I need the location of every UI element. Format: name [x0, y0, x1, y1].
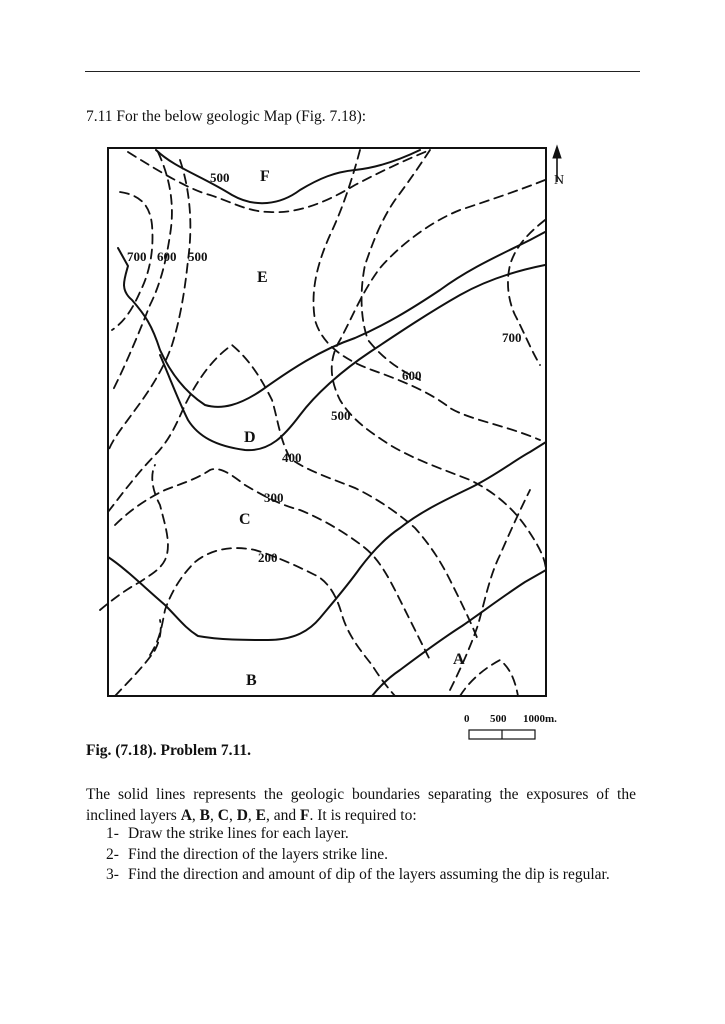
boundary-F-E: [156, 150, 420, 203]
boundary-C-B: [108, 442, 546, 640]
task-number: 3-: [106, 866, 119, 883]
task-item: [106, 845, 626, 866]
contour-label-500-west: 500: [188, 249, 208, 264]
scale-label-500: 500: [490, 713, 507, 725]
contour-label-300: 300: [264, 490, 284, 505]
layer-ref-F: F: [300, 807, 310, 824]
contour-label-700-east: 700: [502, 330, 522, 345]
separator: ,: [247, 807, 256, 824]
scale-bar: [469, 730, 535, 739]
task-item: [106, 824, 626, 845]
task-number: 2-: [106, 845, 119, 863]
contour-600-north-arc: [362, 150, 430, 380]
layer-label-B: B: [246, 672, 257, 689]
layer-ref-D: D: [236, 807, 248, 824]
contour-label-600-west: 600: [157, 249, 177, 264]
description-paragraph: [86, 784, 636, 826]
contour-label-600: 600: [402, 368, 422, 383]
layer-label-A: A: [453, 651, 465, 668]
layer-ref-C: C: [217, 807, 229, 824]
task-text: Draw the strike lines for each layer.: [128, 825, 349, 842]
contour-500-center: [332, 180, 546, 572]
contour-A-south: [460, 660, 518, 696]
contour-400: [108, 345, 478, 640]
scale-label-1000: 1000m.: [523, 713, 557, 725]
contour-label-200: 200: [258, 550, 278, 565]
contour-label-400: 400: [282, 450, 302, 465]
contour-west-low: [100, 465, 168, 610]
paragraph-lead: The solid lines represents the geologic boundaries separating the exposures of the inclined layers: [86, 786, 636, 824]
figure-caption: Fig. (7.18). Problem 7.11.: [86, 742, 252, 759]
layer-label-C: C: [239, 511, 251, 528]
task-text: Find the direction and amount of dip of the layers assuming the dip is regular.: [128, 866, 610, 883]
contour-label-500-center: 500: [331, 408, 351, 423]
separator: ,: [191, 807, 200, 824]
contour-label-700-west: 700: [127, 249, 147, 264]
scale-label-0: 0: [464, 713, 470, 725]
contour-500-north: [128, 150, 430, 212]
contour-600: [313, 150, 540, 440]
contour-south-B: [115, 620, 161, 696]
task-list: [106, 824, 626, 886]
north-label: N: [554, 173, 565, 188]
task-item: [106, 865, 626, 886]
separator-and: , and: [266, 807, 301, 824]
separator: ,: [210, 807, 218, 824]
contour-label-500-north: 500: [210, 170, 230, 185]
layer-ref-B: B: [199, 807, 210, 824]
problem-heading: 7.11 For the below geologic Map (Fig. 7.18):: [86, 108, 367, 125]
layer-label-D: D: [244, 429, 256, 446]
layer-ref-A: A: [180, 807, 192, 824]
separator: ,: [228, 807, 237, 824]
task-number: 1-: [106, 825, 119, 842]
layer-label-F: F: [260, 168, 270, 185]
layer-ref-E: E: [255, 807, 266, 824]
boundary-B-A: [372, 570, 546, 696]
paragraph-tail: . It is required to:: [309, 807, 417, 824]
layer-label-E: E: [257, 269, 268, 286]
task-text: Find the direction of the layers strike line.: [128, 845, 388, 863]
